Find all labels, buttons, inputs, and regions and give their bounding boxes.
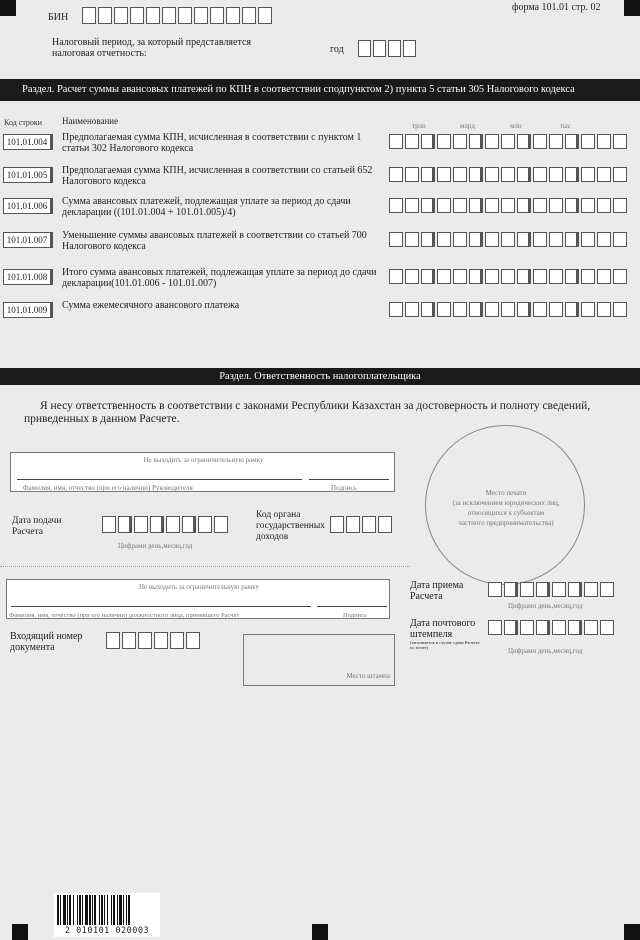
input-cell[interactable] <box>178 7 192 24</box>
amount-cell[interactable] <box>581 302 595 317</box>
amount-cell[interactable] <box>469 198 483 213</box>
row-name: Итого сумма авансовых платежей, подлежащая уплате за период до сдачи декларации(101.01.006 - 101.01.007) <box>62 267 377 289</box>
input-cell[interactable] <box>114 7 128 24</box>
input-cell[interactable] <box>118 516 132 533</box>
amount-cell[interactable] <box>469 269 483 284</box>
barcode-bar <box>119 895 122 925</box>
amount-cell[interactable] <box>501 167 515 182</box>
amount-cell[interactable] <box>517 198 531 213</box>
officer-fio-label: Фамилия, имя, отчество (при его наличии) должностного лица, принявшего Расчет <box>9 612 240 619</box>
input-cell[interactable] <box>378 516 392 533</box>
amount-cell[interactable] <box>501 134 515 149</box>
unit-million: млн <box>510 122 522 130</box>
amount-cell[interactable] <box>565 232 579 247</box>
amount-cell[interactable] <box>565 198 579 213</box>
barcode-bar <box>85 895 88 925</box>
amount-cell[interactable] <box>421 232 435 247</box>
input-cell[interactable] <box>552 582 566 597</box>
amount-cell[interactable] <box>437 302 451 317</box>
input-cell[interactable] <box>150 516 164 533</box>
corner-marker-bottom-left <box>12 924 28 940</box>
amount-cell[interactable] <box>597 198 611 213</box>
amount-cell[interactable] <box>405 134 419 149</box>
input-cell[interactable] <box>214 516 228 533</box>
barcode-bar <box>126 895 127 925</box>
barcode-bar <box>123 895 124 925</box>
amount-cell[interactable] <box>437 167 451 182</box>
submit-date-label: Дата подачи Расчета <box>12 516 62 537</box>
amount-cell[interactable] <box>565 167 579 182</box>
form-number <box>512 2 600 13</box>
amount-cell[interactable] <box>597 269 611 284</box>
barcode-number: 2 010101 020003 <box>64 926 150 936</box>
input-cell[interactable] <box>520 582 534 597</box>
officer-box-hint: Не выходить за ограничительную рамку <box>138 583 260 591</box>
row-amount-input[interactable] <box>389 269 627 284</box>
input-cell[interactable] <box>226 7 240 24</box>
barcode-bar <box>57 895 59 925</box>
section1-title: Раздел. Расчет суммы авансовых платежей по КПН в соответствии сподпунктом 2) пункта 5 статьи 305 Налогового кодекса <box>0 79 640 101</box>
amount-cell[interactable] <box>549 198 563 213</box>
barcode <box>54 893 160 937</box>
director-sign-line <box>309 479 389 480</box>
amount-cell[interactable] <box>549 269 563 284</box>
unit-billion: млрд <box>460 122 475 130</box>
seal-circle <box>425 425 585 585</box>
barcode-bar <box>89 895 91 925</box>
amount-cell[interactable] <box>485 269 499 284</box>
input-cell[interactable] <box>186 632 200 649</box>
amount-cell[interactable] <box>581 198 595 213</box>
amount-cell[interactable] <box>565 134 579 149</box>
row-code: 101.01.008 <box>3 269 53 285</box>
amount-cell[interactable] <box>389 198 403 213</box>
submit-date-hint: Цифрами день,месяц,год <box>118 542 193 550</box>
amount-cell[interactable] <box>501 198 515 213</box>
postmark-date-input[interactable] <box>488 620 614 635</box>
amount-cell[interactable] <box>437 198 451 213</box>
amount-cell[interactable] <box>565 269 579 284</box>
seal-line-4: частного предпринимательства) <box>458 519 554 527</box>
col-code-header: Код строки <box>4 118 43 127</box>
barcode-bar <box>128 895 130 925</box>
stamp-box <box>243 634 395 686</box>
bin-label: БИН <box>48 12 69 23</box>
amount-cell[interactable] <box>469 134 483 149</box>
seal-line-3: относящихся к субъектам <box>467 509 545 517</box>
amount-cell[interactable] <box>485 167 499 182</box>
input-cell[interactable] <box>198 516 212 533</box>
corner-marker-bottom-mid <box>312 924 328 940</box>
amount-cell[interactable] <box>533 232 547 247</box>
officer-sign-line <box>317 606 387 607</box>
input-cell[interactable] <box>373 40 386 57</box>
amount-cell[interactable] <box>437 134 451 149</box>
amount-cell[interactable] <box>453 302 467 317</box>
incoming-number-input[interactable] <box>106 632 200 649</box>
section2-title: Раздел. Ответственность налогоплательщика <box>0 368 640 385</box>
stamp-label: Место штампа <box>346 672 390 680</box>
input-cell[interactable] <box>134 516 148 533</box>
amount-cell[interactable] <box>453 269 467 284</box>
amount-cell[interactable] <box>501 232 515 247</box>
row-name: Предполагаемая сумма КПН, исчисленная в соответствии со статьей 652 Налогового кодекса <box>62 165 373 187</box>
year-input[interactable] <box>358 40 416 57</box>
barcode-bar <box>67 895 68 925</box>
unit-thousand: тыс <box>560 122 571 130</box>
input-cell[interactable] <box>504 620 518 635</box>
director-sign-label: Подпись <box>331 484 357 492</box>
amount-cell[interactable] <box>533 198 547 213</box>
amount-cell[interactable] <box>613 198 627 213</box>
amount-cell[interactable] <box>517 134 531 149</box>
page-number: стр. 02 <box>571 2 601 13</box>
row-code: 101.01.006 <box>3 198 53 214</box>
amount-cell[interactable] <box>469 302 483 317</box>
amount-cell[interactable] <box>389 232 403 247</box>
input-cell[interactable] <box>102 516 116 533</box>
amount-cell[interactable] <box>437 269 451 284</box>
input-cell[interactable] <box>520 620 534 635</box>
organ-code-input[interactable] <box>330 516 392 533</box>
input-cell[interactable] <box>154 632 168 649</box>
barcode-bar <box>99 895 100 925</box>
amount-cell[interactable] <box>421 167 435 182</box>
barcode-bar <box>69 895 71 925</box>
amount-cell[interactable] <box>405 232 419 247</box>
amount-cell[interactable] <box>485 232 499 247</box>
row-code: 101.01.004 <box>3 134 53 150</box>
input-cell[interactable] <box>568 620 582 635</box>
input-cell[interactable] <box>138 632 152 649</box>
seal-line-1: Место печати <box>485 489 527 497</box>
input-cell[interactable] <box>130 7 144 24</box>
input-cell[interactable] <box>388 40 401 57</box>
barcode-bar <box>73 895 74 925</box>
amount-cell[interactable] <box>389 269 403 284</box>
row-name: Сумма ежемесячного авансового платежа <box>62 300 240 311</box>
input-cell[interactable] <box>362 516 376 533</box>
amount-cell[interactable] <box>517 302 531 317</box>
amount-cell[interactable] <box>485 198 499 213</box>
barcode-bar <box>111 895 112 925</box>
amount-cell[interactable] <box>453 198 467 213</box>
amount-cell[interactable] <box>597 232 611 247</box>
barcode-bar <box>63 895 66 925</box>
input-cell[interactable] <box>346 516 360 533</box>
postmark-note: (заполняется в случае сдачи Расчета по почте) <box>410 640 480 650</box>
row-name: Уменьшение суммы авансовых платежей в соответствии со статьей 700 Налогового кодекса <box>62 230 367 252</box>
input-cell[interactable] <box>166 516 180 533</box>
amount-cell[interactable] <box>453 167 467 182</box>
officer-sign-label: Подпись <box>343 612 367 619</box>
bin-input[interactable] <box>82 7 272 24</box>
receipt-date-input[interactable] <box>488 582 614 597</box>
row-amount-input[interactable] <box>389 134 627 149</box>
row-name: Предполагаемая сумма КПН, исчисленная в соответствии с пунктом 1 статьи 302 Налогового кодекса <box>62 132 362 154</box>
amount-cell[interactable] <box>549 232 563 247</box>
amount-cell[interactable] <box>533 269 547 284</box>
incoming-number-label: Входящий номер документа <box>10 631 83 653</box>
input-cell[interactable] <box>122 632 136 649</box>
amount-cell[interactable] <box>485 134 499 149</box>
amount-cell[interactable] <box>405 269 419 284</box>
amount-cell[interactable] <box>405 302 419 317</box>
barcode-bar <box>113 895 115 925</box>
amount-cell[interactable] <box>469 167 483 182</box>
amount-cell[interactable] <box>597 167 611 182</box>
barcode-bar <box>79 895 81 925</box>
row-amount-input[interactable] <box>389 302 627 317</box>
seal-text <box>436 488 576 528</box>
amount-cell[interactable] <box>517 269 531 284</box>
amount-cell[interactable] <box>581 269 595 284</box>
corner-marker-top-left <box>0 0 16 16</box>
amount-cell[interactable] <box>469 232 483 247</box>
input-cell[interactable] <box>98 7 112 24</box>
amount-cell[interactable] <box>581 232 595 247</box>
amount-cell[interactable] <box>453 134 467 149</box>
barcode-bars <box>54 893 160 927</box>
col-name-header: Наименование <box>62 116 119 126</box>
input-cell[interactable] <box>170 632 184 649</box>
input-cell[interactable] <box>536 582 550 597</box>
submit-date-input[interactable] <box>102 516 228 533</box>
amount-cell[interactable] <box>613 269 627 284</box>
input-cell[interactable] <box>584 620 598 635</box>
section-divider <box>0 566 410 567</box>
barcode-bar <box>94 895 96 925</box>
year-label: год <box>330 44 344 55</box>
barcode-bar <box>82 895 83 925</box>
amount-cell[interactable] <box>389 134 403 149</box>
responsibility-statement: Я несу ответственность в соответствии с законами Республики Казахстан за достоверность и полноту сведений, приведенных в данном Расчете. <box>24 400 591 425</box>
amount-cell[interactable] <box>437 232 451 247</box>
amount-cell[interactable] <box>597 302 611 317</box>
row-name: Сумма авансовых платежей, подлежащая уплате за период до сдачи декларации ((101.01.004 + 101.01.005)/4) <box>62 196 351 218</box>
input-cell[interactable] <box>82 7 96 24</box>
amount-cell[interactable] <box>581 134 595 149</box>
amount-cell[interactable] <box>581 167 595 182</box>
barcode-bar <box>117 895 118 925</box>
row-amount-input[interactable] <box>389 232 627 247</box>
input-cell[interactable] <box>584 582 598 597</box>
barcode-bar <box>107 895 108 925</box>
amount-cell[interactable] <box>613 134 627 149</box>
input-cell[interactable] <box>600 582 614 597</box>
amount-cell[interactable] <box>613 232 627 247</box>
amount-cell[interactable] <box>405 167 419 182</box>
row-code: 101.01.009 <box>3 302 53 318</box>
input-cell[interactable] <box>182 516 196 533</box>
period-label: Налоговый период, за который представляется налоговая отчетность: <box>52 37 252 59</box>
input-cell[interactable] <box>258 7 272 24</box>
organ-code-label: Код органа государственных доходов <box>256 510 326 542</box>
barcode-bar <box>104 895 105 925</box>
amount-cell[interactable] <box>613 302 627 317</box>
amount-cell[interactable] <box>421 134 435 149</box>
barcode-bar <box>92 895 93 925</box>
input-cell[interactable] <box>403 40 416 57</box>
amount-cell[interactable] <box>421 302 435 317</box>
amount-cell[interactable] <box>421 198 435 213</box>
row-code: 101.01.007 <box>3 232 53 248</box>
input-cell[interactable] <box>536 620 550 635</box>
amount-cell[interactable] <box>533 134 547 149</box>
input-cell[interactable] <box>488 620 502 635</box>
input-cell[interactable] <box>488 582 502 597</box>
amount-cell[interactable] <box>485 302 499 317</box>
input-cell[interactable] <box>552 620 566 635</box>
amount-cell[interactable] <box>533 167 547 182</box>
amount-cell[interactable] <box>565 302 579 317</box>
receipt-date-hint: Цифрами день,месяц,год <box>508 602 583 610</box>
amount-cell[interactable] <box>389 302 403 317</box>
amount-cell[interactable] <box>405 198 419 213</box>
amount-cell[interactable] <box>421 269 435 284</box>
input-cell[interactable] <box>146 7 160 24</box>
input-cell[interactable] <box>600 620 614 635</box>
barcode-bar <box>77 895 78 925</box>
amount-cell[interactable] <box>549 134 563 149</box>
input-cell[interactable] <box>210 7 224 24</box>
input-cell[interactable] <box>358 40 371 57</box>
input-cell[interactable] <box>162 7 176 24</box>
unit-trillion: трлн <box>412 122 426 130</box>
row-code: 101.01.005 <box>3 167 53 183</box>
amount-cell[interactable] <box>389 167 403 182</box>
input-cell[interactable] <box>330 516 344 533</box>
amount-cell[interactable] <box>501 302 515 317</box>
amount-cell[interactable] <box>453 232 467 247</box>
input-cell[interactable] <box>568 582 582 597</box>
amount-cell[interactable] <box>517 232 531 247</box>
director-signature-box[interactable] <box>10 452 395 492</box>
director-fio-line <box>17 479 302 480</box>
officer-fio-line <box>11 606 311 607</box>
corner-marker-top-right <box>624 0 640 16</box>
amount-cell[interactable] <box>549 302 563 317</box>
input-cell[interactable] <box>106 632 120 649</box>
director-fio-label: Фамилия, имя, отчество (при его наличии) Руководителя <box>23 484 193 492</box>
barcode-bar <box>101 895 103 925</box>
amount-cell[interactable] <box>613 167 627 182</box>
officer-signature-box[interactable] <box>6 579 390 619</box>
input-cell[interactable] <box>242 7 256 24</box>
barcode-bar <box>60 895 61 925</box>
director-box-hint: Не выходить за ограничительную рамку <box>143 456 264 464</box>
receipt-date-label: Дата приема Расчета <box>410 580 464 602</box>
postmark-date-hint: Цифрами день,месяц,год <box>508 647 583 655</box>
amount-cell[interactable] <box>549 167 563 182</box>
amount-cell[interactable] <box>597 134 611 149</box>
input-cell[interactable] <box>504 582 518 597</box>
form-number-text: форма 101.01 <box>512 2 570 13</box>
row-amount-input[interactable] <box>389 167 627 182</box>
corner-marker-bottom-right <box>624 924 640 940</box>
amount-cell[interactable] <box>501 269 515 284</box>
amount-cell[interactable] <box>533 302 547 317</box>
input-cell[interactable] <box>194 7 208 24</box>
row-amount-input[interactable] <box>389 198 627 213</box>
seal-line-2: (за исключением юридических лиц, <box>452 499 560 507</box>
postmark-label: Дата почтового штемпеля <box>410 618 476 640</box>
amount-cell[interactable] <box>517 167 531 182</box>
